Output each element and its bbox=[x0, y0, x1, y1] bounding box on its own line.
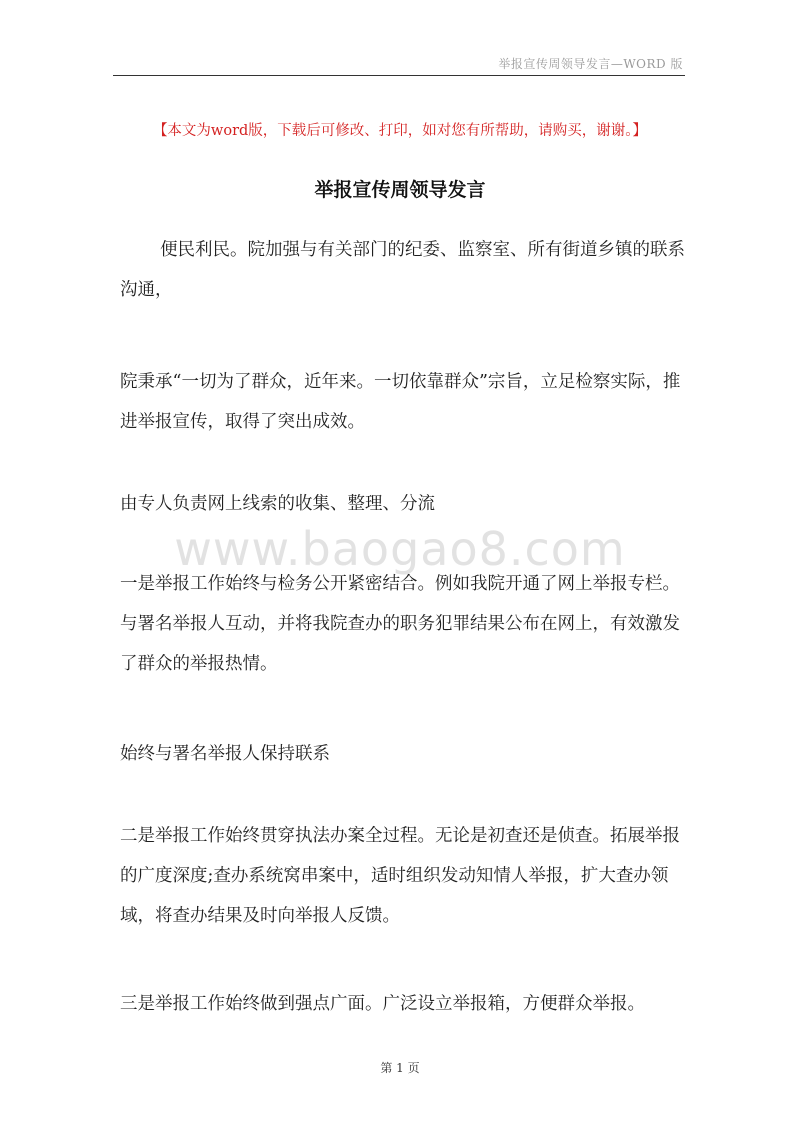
watermark: www.baogao8.com bbox=[174, 522, 626, 576]
paragraph-3: 由专人负责网上线索的收集、整理、分流 bbox=[120, 494, 435, 514]
purchase-notice: 【本文为word版，下载后可修改、打印，如对您有所帮助，请购买，谢谢。】 bbox=[152, 123, 648, 139]
paragraph-1: 便民利民。院加强与有关部门的纪委、监察室、所有街道乡镇的联系沟通， bbox=[120, 240, 685, 300]
header-rule bbox=[113, 75, 685, 76]
paragraph-2: 院秉承“一切为了群众，近年来。一切依靠群众”宗旨，立足检察实际，推进举报宣传，取得了突出成效。 bbox=[120, 372, 681, 432]
paragraph-4: 一是举报工作始终与检务公开紧密结合。例如我院开通了网上举报专栏。与署名举报人互动，并将我院查办的职务犯罪结果公布在网上，有效激发了群众的举报热情。 bbox=[120, 574, 680, 674]
document-title: 举报宣传周领导发言 bbox=[314, 179, 486, 201]
paragraph-5: 始终与署名举报人保持联系 bbox=[120, 744, 330, 764]
page-number: 第 1 页 bbox=[380, 1061, 420, 1075]
paragraph-6: 二是举报工作始终贯穿执法办案全过程。无论是初查还是侦查。拓展举报的广度深度;查办系统窝串案中，适时组织发动知情人举报，扩大查办领域，将查办结果及时向举报人反馈。 bbox=[120, 826, 680, 926]
paragraph-7: 三是举报工作始终做到强点广面。广泛设立举报箱，方便群众举报。 bbox=[120, 994, 645, 1014]
running-header: 举报宣传周领导发言—WORD 版 bbox=[498, 57, 683, 71]
